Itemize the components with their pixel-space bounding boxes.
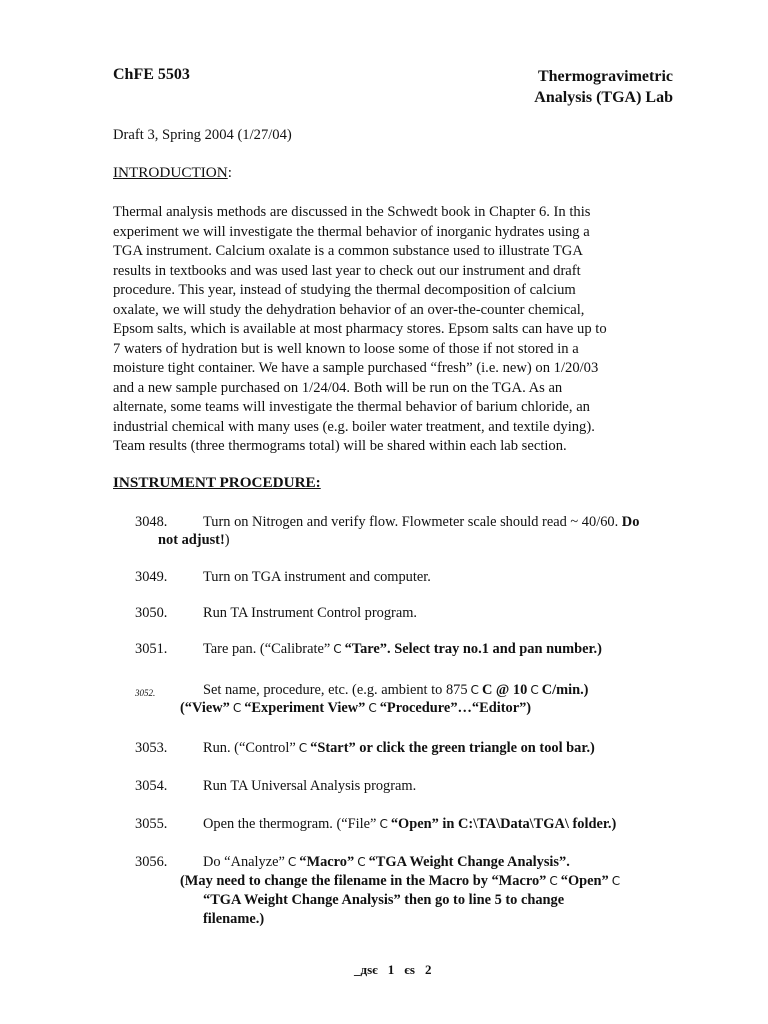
step-text-main: Run. (“Control”	[203, 740, 296, 756]
step-continuation	[158, 532, 230, 549]
step-text-bold: “Macro”	[299, 854, 355, 870]
title-line-1: Thermogravimetric	[537, 68, 673, 85]
step-number: 3049.	[135, 569, 168, 585]
step-text-main: Turn on Nitrogen and verify flow. Flowmeter scale should read ~ 40/60.	[203, 514, 619, 530]
page-footer	[354, 962, 441, 978]
step-text-bold: “Open” in C:\TA\Data\TGA\ folder.)	[390, 816, 617, 832]
step-continuation: “TGA Weight Change Analysis” then go to line 5 to change	[203, 892, 565, 908]
step-number: 3053.	[135, 740, 168, 756]
step-number: 3054.	[135, 778, 168, 794]
arrow-icon: С	[379, 817, 388, 831]
step-text-main: Open the thermogram. (“File”	[203, 816, 377, 832]
step-cont-bold: not adjust!	[158, 532, 225, 548]
introduction-heading-text: INTRODUCTION	[113, 164, 228, 181]
step-text-bold: Do	[621, 514, 640, 530]
paragraph-line: procedure. This year, instead of studying the thermal decomposition of calcium	[113, 282, 576, 298]
step-number: 3048.	[135, 514, 168, 530]
footer-text: _дѕє	[354, 962, 378, 977]
paragraph-line: industrial chemical with many uses (e.g. boiler water treatment, and textile dying).	[113, 418, 595, 435]
step-cont-part: “Experiment View”	[244, 700, 366, 716]
arrow-icon: С	[287, 855, 297, 869]
step-text-main: Do “Analyze”	[203, 854, 285, 870]
footer-page-total: 2	[424, 962, 432, 977]
paragraph-line: experiment we will investigate the thermal behavior of inorganic hydrates using a	[113, 223, 590, 240]
step-text	[203, 815, 616, 834]
step-text-bold: “Start” or click the green triangle on tool bar.)	[310, 740, 595, 756]
paragraph-line: Thermal analysis methods are discussed in the Schwedt book in Chapter 6. In this	[113, 204, 591, 220]
arrow-icon: С	[232, 701, 242, 715]
step-text-bold: C/min.)	[541, 682, 589, 698]
step-number: 3051.	[135, 641, 168, 657]
step-number: 3052.	[135, 688, 156, 698]
step-text	[203, 739, 595, 758]
step-text	[203, 853, 570, 872]
title-line-2: Analysis (TGA) Lab	[534, 89, 673, 106]
step-cont-tail: )	[224, 532, 230, 548]
arrow-icon: С	[357, 855, 366, 869]
step-cont-part: (May need to change the filename in the Macro by “Macro”	[180, 873, 547, 889]
paragraph-line: 7 waters of hydration but is well known to loose some of those if not stored in a	[113, 340, 579, 357]
paragraph-line: TGA instrument. Calcium oxalate is a common substance used to illustrate TGA	[113, 243, 583, 259]
course-code: ChFE 5503	[113, 66, 190, 83]
paragraph-line: oxalate, we will study the dehydration behavior of an over-the-counter chemical,	[113, 301, 585, 318]
step-continuation	[180, 873, 623, 890]
arrow-icon: С	[333, 642, 342, 656]
step-text	[203, 640, 602, 659]
step-text-bold: “TGA Weight Change Analysis”.	[368, 854, 570, 870]
paragraph-line: Epsom salts, which is available at most pharmacy stores. Epsom salts can have up to	[113, 321, 607, 337]
arrow-icon: С	[611, 874, 621, 888]
arrow-icon: С	[470, 683, 479, 697]
step-text	[203, 681, 588, 700]
step-text-bold: “Tare”. Select tray no.1 and pan number.)	[344, 641, 602, 657]
step-continuation	[180, 700, 531, 717]
arrow-icon: С	[368, 701, 377, 715]
introduction-heading-colon: :	[227, 164, 232, 181]
step-text-bold: C @ 10	[481, 682, 528, 698]
draft-info: Draft 3, Spring 2004 (1/27/04)	[113, 127, 292, 143]
instrument-procedure-heading: INSTRUMENT PROCEDURE:	[113, 474, 321, 491]
paragraph-line: results in textbooks and was used last year to check out our instrument and draft	[113, 262, 581, 279]
step-text: Run TA Instrument Control program.	[203, 605, 418, 621]
step-text-main: Set name, procedure, etc. (e.g. ambient to 875	[203, 682, 468, 698]
step-number: 3055.	[135, 816, 168, 832]
footer-page-number: 1	[387, 962, 395, 977]
paragraph-line: moisture tight container. We have a sample purchased “fresh” (i.e. new) on 1/20/03	[113, 360, 599, 376]
arrow-icon: С	[530, 683, 539, 697]
step-cont-part: “Open”	[560, 873, 609, 889]
step-text	[203, 513, 639, 532]
step-continuation: filename.)	[203, 911, 265, 927]
paragraph-line: alternate, some teams will investigate the thermal behavior of barium chloride, an	[113, 399, 590, 415]
footer-text: єѕ	[404, 962, 415, 977]
step-text: Turn on TGA instrument and computer.	[203, 569, 431, 585]
step-number: 3056.	[135, 854, 168, 870]
step-number: 3050.	[135, 605, 168, 621]
step-cont-part: “Procedure”…“Editor”)	[379, 700, 532, 716]
step-cont-part: (“View”	[180, 700, 230, 716]
step-text-main: Tare pan. (“Calibrate”	[203, 641, 331, 657]
document-title	[534, 66, 673, 108]
step-text: Run TA Universal Analysis program.	[203, 778, 417, 794]
introduction-paragraph	[113, 203, 683, 457]
paragraph-line: and a new sample purchased on 1/24/04. Both will be run on the TGA. As an	[113, 379, 563, 396]
arrow-icon: С	[298, 741, 308, 755]
arrow-icon: С	[549, 874, 558, 888]
introduction-heading	[113, 164, 232, 182]
paragraph-line: Team results (three thermograms total) will be shared within each lab section.	[113, 438, 567, 454]
